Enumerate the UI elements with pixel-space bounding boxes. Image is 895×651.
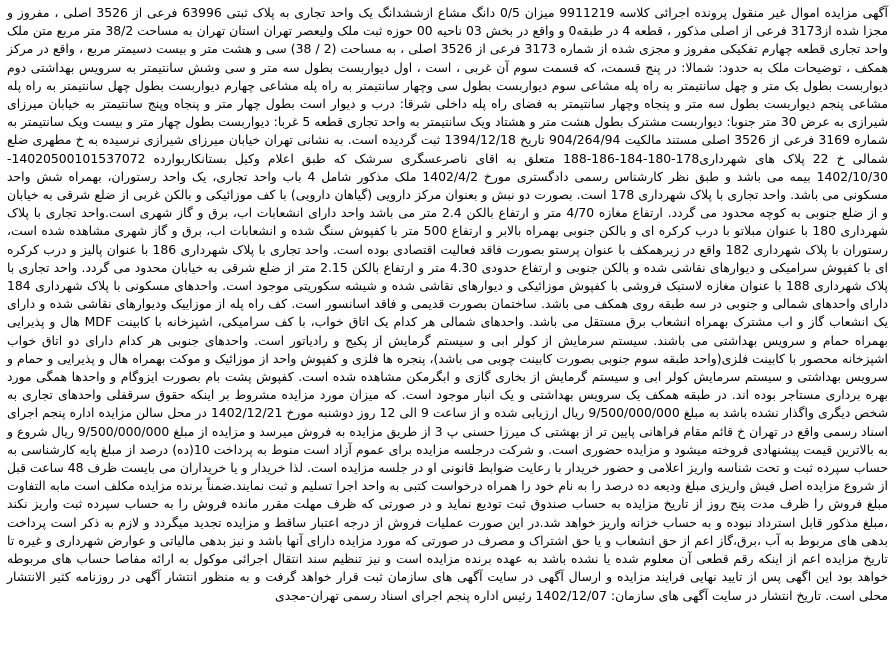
notice-body-text: آگهی مزایده اموال غیر منقول پرونده اجرائی کلاسه 9911219 میزان 0/5 دانگ مشاع ازششدانگ یک واحد تجاری به پلاک ثبتی 63996 فرعی از 3526 اصلی ، مفروز و مجزا شده از3173 فرعی از اصلی مذکور ، قطعه 4 در طبقه0 و واقع در بخش 03 ناحیه 00 حوزه ثبت ملک ولیعصر تهران استان تهران به مساحت 38/2 متر مربع متن ملک واحد تجاری قطعه چهارم تفکیکی مفروز و مجزی شده از شماره 3173 فرعی از 3526 اصلی ، به مساحت (2 / 38) سی و هشت متر و بیست دسیمتر مربع ، واقع در مرکز همکف ، توضیحات ملک به حدود: شمالا: در پنج قسمت، که قسمت سوم آن غربی ، است ، اول دیواربست بطول سه متر و سی وشش سانتیمتر به سرویس بهداشتی دوم دیواربست بطول یک متر و چهل سانتیمتر به راه پله مشاعی سوم دیواربست بطول سی وچهار سانتیمتر به راه پله مشاعی چهارم دیواربست بطول چهل سانتیمتر به راه پله مشاعی پنجم دیواربست بطول سه متر و پنجاه وچهار سانتیمتر به فضای راه پله داخلی شرقا: درب و دیوار است بطول چهار متر و پنجاه وپنج سانتیمتر به خیابان میرزای شیرازی به عرض 30 متر جنوبا: دیواربست مشترک بطول هشت متر و هشتاد ویک سانتیمتر به واحد تجاری قطعه 5 غربا: دیواربست بطول چهار متر و بیست ویک سانتیمتر به شماره 3169 فرعی از 3526 اصلی مستند مالکیت 904/264/94 تاریخ 1394/12/18 ثبت گردیده است. به نشانی تهران خیابان میرزای شیرازی نرسیده به خ مطهری ضلع شمالی خ 22 پلاک های شهرداری178-180-184-186-188 متعلق به اقای ناصرعسگری سرشک که طبق اعلام وکیل بستانکاربوارده 14020500101537072-1402/10/30 بیمه می باشد و طبق نظر کارشناس رسمی دادگستری مورخ 1402/4/2 ملک مذکور شامل 4 باب واحد تجاری، یک واحد رستوران، بهمراه شش واحد مسکونی می باشد. واحد تجاری با پلاک شهرداری 178 است. بصورت دو نبش و بعنوان مرکز دارویی (گیاهان دارویی) با کف موزائیکی و بالکن غربی از ضلع شرقی به خیابان و از ضلع جنوبی به کوچه محدود می گردد. ارتفاع مغازه 4/70 متر و ارتفاع بالکن 2.4 متر می باشد واحد دارای انشعابات اب، برق و گاز شهری است.واحد تجاری با پلاک شهرداری 180 با عنوان مبلاتو با درب کرکره ای و بالکن جنوبی بهمراه بالابر و ارتفاع 500 متر با کفپوش سنگ شده و انشعابات اب، برق و گاز شهری مشاهده شده است، رستوران با پلاک شهرداری 182 واقع در زیرهمکف با عنوان پرستو بصورت فاقد فعالیت اقتصادی بوده است. واحد تجاری با پلاک شهرداری 186 با عنوان پالیز و درب کرکره ای با کفپوش سرامیکی و دیوارهای نقاشی شده و بالکن جنوبی و ارتفاع حدودی 4.30 متر و ارتفاع بالکن 2.15 متر از ضلع شرقی به خیابان محدود می گردد. واحد تجاری با پلاک شهرداری 188 با عنوان مغازه لاستیک فروشی با کفپوش موزائیکی و دیوارهای نقاشی شده و شیشه سکوریتی موجود است. واحدهای مسکونی با پلاک شهرداری 184 دارای واحدهای شمالی و جنوبی در سه طبقه روی همکف می باشد. ساختمان بصورت قدیمی و فاقد اسانسور است. کف راه پله از موزاییک ودیوارهای نقاشی شده و دارای یک انشعاب گاز و اب مشترک بهمراه انشعاب برق مستقل می باشد. واحدهای شمالی هر کدام یک اتاق خواب، با کف سرامیکی، اشپزخانه با کابینت MDF هال و پذیرایی بهمراه حمام و سرویس بهداشتی می باشند. سیستم سرمایش از کولر ابی و سیستم گرمایش از پکیج و رادیاتور است. واحدهای جنوبی هر کدام دارای دو اتاق خواب اشپزخانه محصور با کابینت فلزی(واحد طبقه سوم جنوبی بصورت کابینت چوبی می باشد)، پنجره ها فلزی و کفپوش واحد از موزائیک و موکت بهمراه هال و پذیرایی و حمام و سرویس بهداشتی و سیستم سرمایش کولر ابی و سیستم گرمایش از بخاری گازی و ابگرمکن مشاهده شده است. کفپوش پشت بام بصورت ایزوگام و واحدها همگی مورد بهره برداری مستاجر بوده اند. در طبقه همکف یک سرویس بهداشتی و یک انبار موجود است. که میزان مورد مزایده مشروط بر اینکه حقوق سرقفلی واحدهای تجاری به شخص دیگری واگذار نشده باشد به مبلغ 9/500/000/000 ریال ارزیابی شده و از ساعت 9 الی 12 روز دوشنبه مورخ 1402/12/21 در محل سالن مزایده اداره پنجم اجرای اسناد رسمی واقع در تهران خ قائم مقام فراهانی پایین تر از بهشتی ک میرزا حسنی پ 3 از طریق مزایده به فروش میرسد و مزایده از مبلغ 9/500/000/000 ریال شروع و به بالاترین قیمت پیشنهادی فروخته میشود و مزایده حضوری است. و شرکت درجلسه مزایده برای عموم آزاد است منوط به پرداخت 10(ده) درصد از مبلغ پایه کارشناسی به حساب سپرده ثبت و تحت شناسه واریز اعلامی و حضور خریدار با رعایت ضوابط قانونی او در جلسه مزایده است. لذا خریدار و یا خریداران می بایست ظرف 48 ساعت قبل از شروع مزایده اصل فیش واریزی مبلغ ودیعه ده درصد را به نام خود را همراه درخواست کتبی به واحد اجرا تسلیم و ثبت نمایند.ضمناً برنده مزایده مکلف است مابه التفاوت مبلغ فروش را ظرف مدت پنج روز از تاریخ مزایده به حساب صندوق ثبت تودیع نماید و در صورتی که ظرف مهلت مقرر مانده فروش را به حساب سپرده ثبت واریز نکند ،مبلغ مذکور قابل استرداد نبوده و به حساب خزانه واریز خواهد شد.در این صورت عملیات فروش از درجه اعتبار ساقط و مزایده تجدید میگردد و لازم به ذکر است پرداخت بدهی های مربوط به آب ،برق،گاز اعم از حق انشعاب و یا حق اشتراک و مصرف در صورتی که مورد مزایده دارای آنها باشد و نیز بدهی مالیاتی و عوارض شهرداری و غیره تا تاریخ مزایده اعم از اینکه رقم قطعی آن معلوم شده یا نشده باشد به عهده برنده مزایده است و نیز تنظیم سند انتقال اجرائی موکول به ارائه مفاصا حساب های مربوطه خواهد بود این اگهی پس از تایید نهایی فرایند مزایده و ارسال آگهی در سایت آگهی های سازمان ثبت قرار خواهد گرفت و به منظور انتشار آگهی در روزنامه کثیر الانتشار محلی است. تاریخ انتشار در سایت آگهی های سازمان: 1402/12/07 رئیس اداره پنجم اجرای اسناد رسمی تهران-مجدی xyxy=(7,5,889,603)
